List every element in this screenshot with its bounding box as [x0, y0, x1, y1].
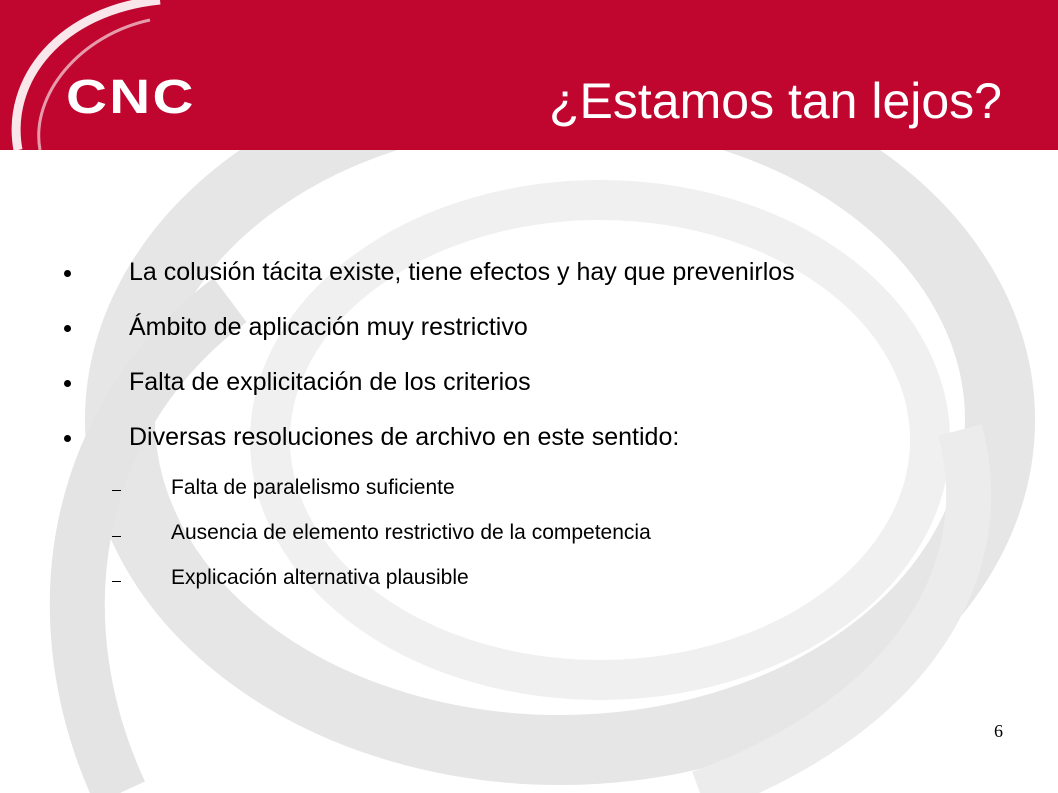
page-number: 6	[994, 721, 1003, 741]
bullet-text: Ámbito de aplicación muy restrictivo	[129, 313, 528, 341]
dash-icon	[112, 536, 121, 537]
sub-bullet-text: Explicación alternativa plausible	[171, 566, 469, 589]
bullet-dot-icon	[64, 270, 71, 277]
dash-icon	[112, 581, 121, 582]
bullet-dot-icon	[64, 380, 71, 387]
cnc-logo: CNC	[66, 71, 196, 124]
bullet-text: Diversas resoluciones de archivo en este sentido:	[129, 423, 680, 451]
logo-arc-graphic	[0, 0, 400, 150]
bullet-text: La colusión tácita existe, tiene efectos y hay que prevenirlos	[129, 258, 795, 286]
bullet-text: Falta de explicitación de los criterios	[129, 368, 531, 396]
dash-icon	[112, 490, 121, 491]
sub-bullet-text: Ausencia de elemento restrictivo de la competencia	[171, 521, 651, 544]
slide-title: ¿Estamos tan lejos?	[549, 73, 1002, 129]
bullet-dot-icon	[64, 325, 71, 332]
slide-header	[0, 0, 1058, 150]
sub-bullet-text: Falta de paralelismo suficiente	[171, 476, 455, 499]
bullet-dot-icon	[64, 435, 71, 442]
